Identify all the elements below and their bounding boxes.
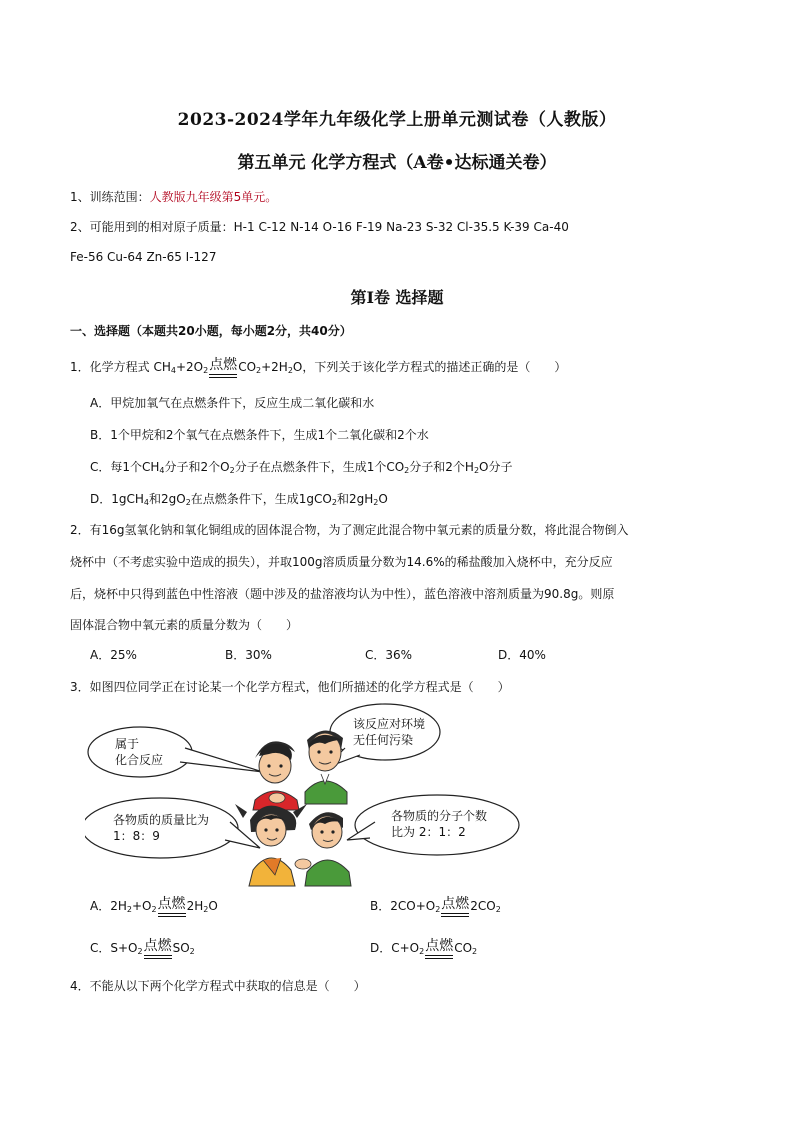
discussion-cartoon xyxy=(85,700,525,890)
q3-option-a: A．$2H_2+O_2$ 点燃 $2H_2O$ xyxy=(90,898,218,917)
q1-option-c: C．每1个$CH_4$分子和2个$O_2$分子在点燃条件下，生成1个$CO_2$分子和2个$H_2O$分子 xyxy=(90,460,513,475)
question-2-line4: 固体混合物中氧元素的质量分数为（ ） xyxy=(70,618,299,632)
note-scope xyxy=(70,189,277,205)
question-1-stem: 1．化学方程式 $CH_4+2O_2$ 点燃 $CO_2+2H_2O$，下列关于该化学方程式的描述正确的是（ ） xyxy=(70,359,566,378)
section-title: 第Ⅰ卷 选择题 xyxy=(350,288,444,307)
q2-option-a: A．25% xyxy=(90,648,137,662)
q3-option-d: D．$C+O_2$ 点燃 $CO_2$ xyxy=(370,940,477,959)
part-heading: 一、选择题（本题共20小题，每小题2分，共40分） xyxy=(70,324,352,338)
question-3-stem: 3．如图四位同学正在讨论某一个化学方程式，他们所描述的化学方程式是（ ） xyxy=(70,680,510,694)
question-4-stem: 4．不能从以下两个化学方程式中获取的信息是（ ） xyxy=(70,979,366,993)
note-scope-value: 人教版九年级第5单元。 xyxy=(149,190,278,204)
question-2-line1: 2．有16g氢氧化钠和氧化铜组成的固体混合物，为了测定此混合物中氧元素的质量分数，将此混合物倒入 xyxy=(70,523,629,537)
q3-option-b: B．$2CO+O_2$ 点燃 $2CO_2$ xyxy=(370,898,501,917)
speech-bubble-molecule-ratio: 各物质的分子个数 比为 2：1：2 xyxy=(391,809,488,839)
speech-bubble-mass-ratio: 各物质的质量比为 1：8：9 xyxy=(113,813,210,843)
reaction-condition: 点燃 xyxy=(208,360,238,378)
q1-option-a: A．甲烷加氧气在点燃条件下，反应生成二氧化碳和水 xyxy=(90,396,375,410)
q2-option-d: D．40% xyxy=(498,648,546,662)
note-scope-label: 1、训练范围： xyxy=(70,190,150,204)
exam-title: 2023-2024学年九年级化学上册单元测试卷（人教版） xyxy=(177,110,617,130)
question-2-line3: 后，烧杯中只得到蓝色中性溶液（题中涉及的盐溶液均认为中性），蓝色溶液中溶剂质量为90.8g。则原 xyxy=(70,587,615,601)
student-boy-red xyxy=(253,741,299,810)
q2-option-b: B．30% xyxy=(225,648,272,662)
q2-option-c: C．36% xyxy=(365,648,413,662)
q1-option-b: B．1个甲烷和2个氧气在点燃条件下，生成1个二氧化碳和2个水 xyxy=(90,428,429,442)
student-boy-green-bottom xyxy=(295,812,351,886)
note-atomic-mass-line2: Fe-56 Cu-64 Zn-65 I-127 xyxy=(70,250,217,264)
discussion-illustration xyxy=(85,700,525,890)
speech-bubble-environment: 该反应对环境 无任何污染 xyxy=(353,717,426,747)
student-boy-green-top xyxy=(305,730,347,804)
speech-bubble-combination: 属于 化合反应 xyxy=(115,737,164,767)
q3-option-c: C．$S+O_2$ 点燃 $SO_2$ xyxy=(90,940,195,959)
unit-subtitle: 第五单元 化学方程式（A卷•达标通关卷） xyxy=(237,153,557,173)
question-2-line2: 烧杯中（不考虑实验中造成的损失），并取100g溶质质量分数为14.6%的稀盐酸加入烧杯中，充分反应 xyxy=(70,555,613,569)
note-atomic-mass-line1: 2、可能用到的相对原子质量：H-1 C-12 N-14 O-16 F-19 Na-23 S-32 Cl-35.5 K-39 Ca-40 xyxy=(70,220,569,234)
q1-option-d: D．1gCH$_4$和$2gO_2$在点燃条件下，生成1gCO$_2$和$2gH_2O$ xyxy=(90,492,388,507)
